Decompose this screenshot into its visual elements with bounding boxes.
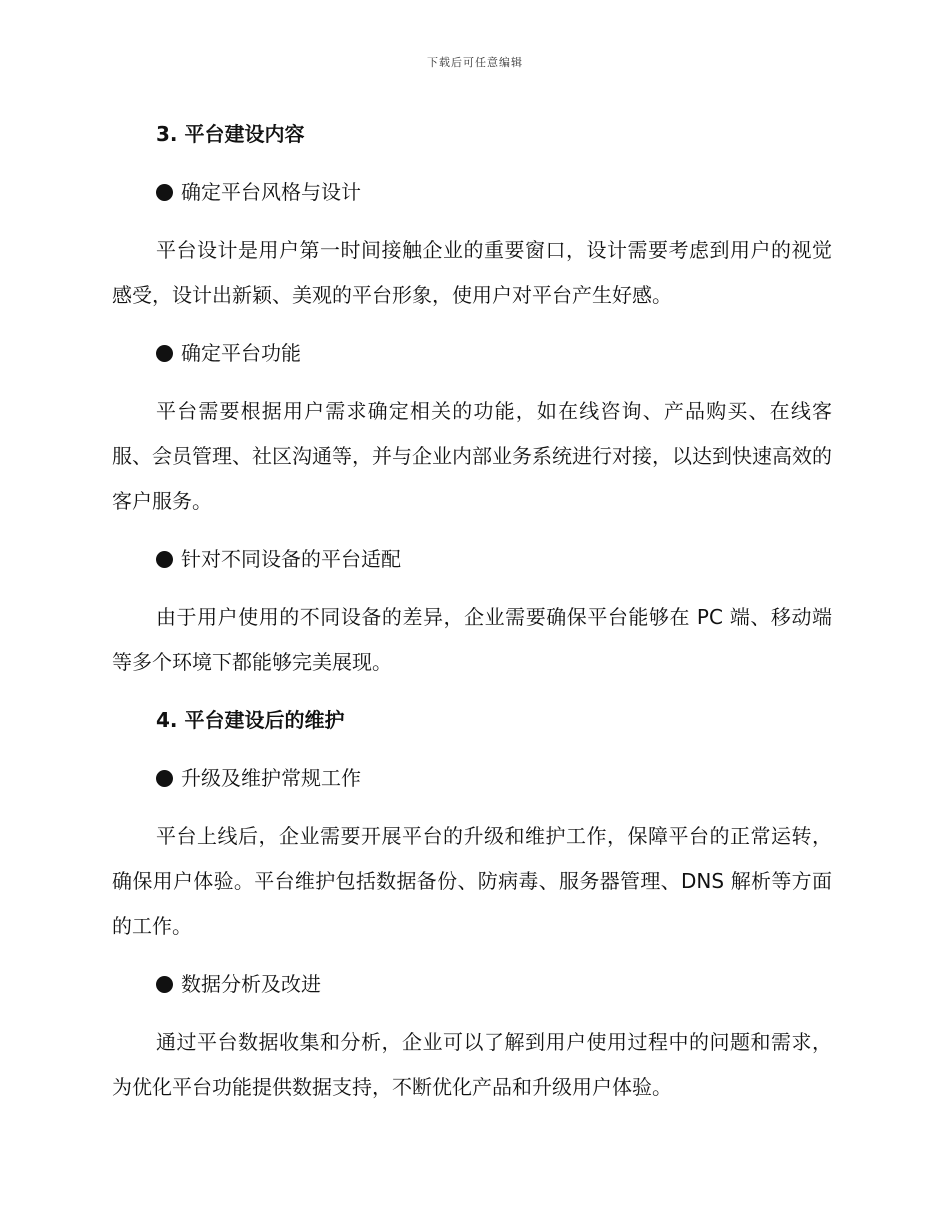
paragraph: 平台上线后，企业需要开展平台的升级和维护工作，保障平台的正常运转，确保用户体验。平台维护包括数据备份、防病毒、服务器管理、DNS 解析等方面的工作。 (112, 824, 832, 938)
bullet-dot-icon (156, 184, 173, 201)
bullet-dot-icon (156, 976, 173, 993)
paragraph: 平台设计是用户第一时间接触企业的重要窗口，设计需要考虑到用户的视觉感受，设计出新颖、美观的平台形象，使用户对平台产生好感。 (112, 238, 832, 307)
document-body (112, 112, 832, 1123)
bullet-item (112, 331, 832, 376)
bullet-dot-icon (156, 551, 173, 568)
bullet-label: 升级及维护常规工作 (181, 766, 361, 790)
paragraph: 平台需要根据用户需求确定相关的功能，如在线咨询、产品购买、在线客服、会员管理、社区沟通等，并与企业内部业务系统进行对接，以达到快速高效的客户服务。 (112, 399, 832, 513)
bullet-label: 针对不同设备的平台适配 (181, 547, 401, 571)
bullet-label: 确定平台功能 (181, 341, 301, 365)
bullet-dot-icon (156, 770, 173, 787)
bullet-item (112, 170, 832, 215)
section-heading: 4. 平台建设后的维护 (156, 708, 345, 732)
bullet-label: 确定平台风格与设计 (181, 180, 361, 204)
bullet-item (112, 537, 832, 582)
paragraph: 由于用户使用的不同设备的差异，企业需要确保平台能够在 PC 端、移动端等多个环境下都能够完美展现。 (112, 605, 832, 674)
bullet-item (112, 962, 832, 1007)
paragraph: 通过平台数据收集和分析，企业可以了解到用户使用过程中的问题和需求，为优化平台功能提供数据支持，不断优化产品和升级用户体验。 (112, 1030, 832, 1099)
bullet-dot-icon (156, 345, 173, 362)
bullet-item (112, 756, 832, 801)
bullet-label: 数据分析及改进 (181, 972, 321, 996)
section-heading: 3. 平台建设内容 (156, 122, 305, 146)
page-header: 下载后可任意编辑 (427, 56, 523, 69)
